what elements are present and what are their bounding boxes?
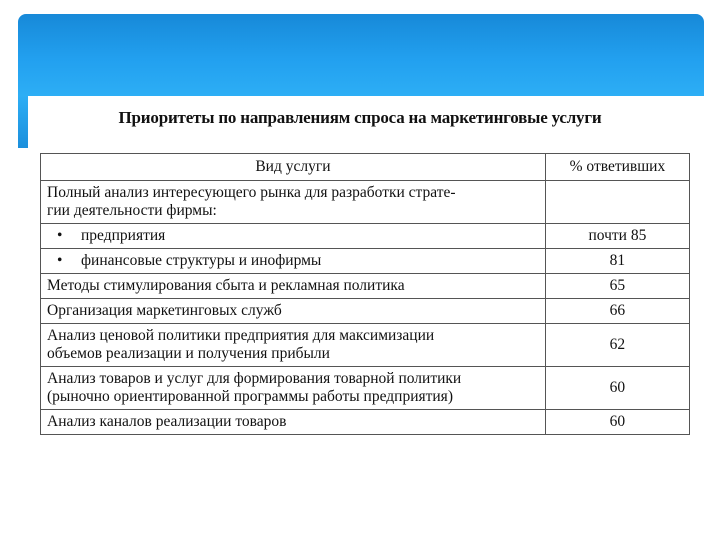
bullet-marker: • [57,252,63,269]
table-row [41,324,690,367]
service-cell [41,324,546,367]
table-row [41,299,690,324]
column-header-service: Вид услуги [41,154,546,181]
table-row [41,181,690,224]
service-label: финансовые структуры и инофирмы [81,252,322,269]
percent-cell: 60 [545,367,689,410]
service-cell: Анализ каналов реализации товаров [41,410,546,435]
service-cell: Методы стимулирования сбыта и рекламная политика [41,274,546,299]
page-title: Приоритеты по направлениям спроса на маркетинговые услуги [118,108,602,127]
percent-cell: 66 [545,299,689,324]
service-cell [41,224,546,249]
percent-cell: 81 [545,249,689,274]
percent-cell: 62 [545,324,689,367]
service-line: Анализ ценовой политики предприятия для максимизации объемов реализации и получения прибыли [47,327,435,362]
service-cell [41,249,546,274]
table-row [41,367,690,410]
table-row [41,410,690,435]
percent-cell: 60 [545,410,689,435]
table-row [41,224,690,249]
bullet-marker: • [57,227,63,244]
percent-cell [545,181,689,224]
service-label: предприятия [81,227,166,244]
service-line: Анализ товаров и услуг для формирования товарной политики (рыночно ориентированной программы работы предприятия) [47,370,462,405]
table-header-row [41,154,690,181]
percent-cell: 65 [545,274,689,299]
service-cell [41,367,546,410]
service-line: Полный анализ интересующего рынка для разработки страте- гии деятельности фирмы: [47,184,456,219]
service-cell [41,181,546,224]
column-header-percent: % ответивших [545,154,689,181]
service-cell: Организация маркетинговых служб [41,299,546,324]
table-row [41,249,690,274]
banner-accent [18,96,28,148]
percent-cell: почти 85 [545,224,689,249]
services-table [40,153,690,435]
header-banner [18,14,704,96]
table-row [41,274,690,299]
